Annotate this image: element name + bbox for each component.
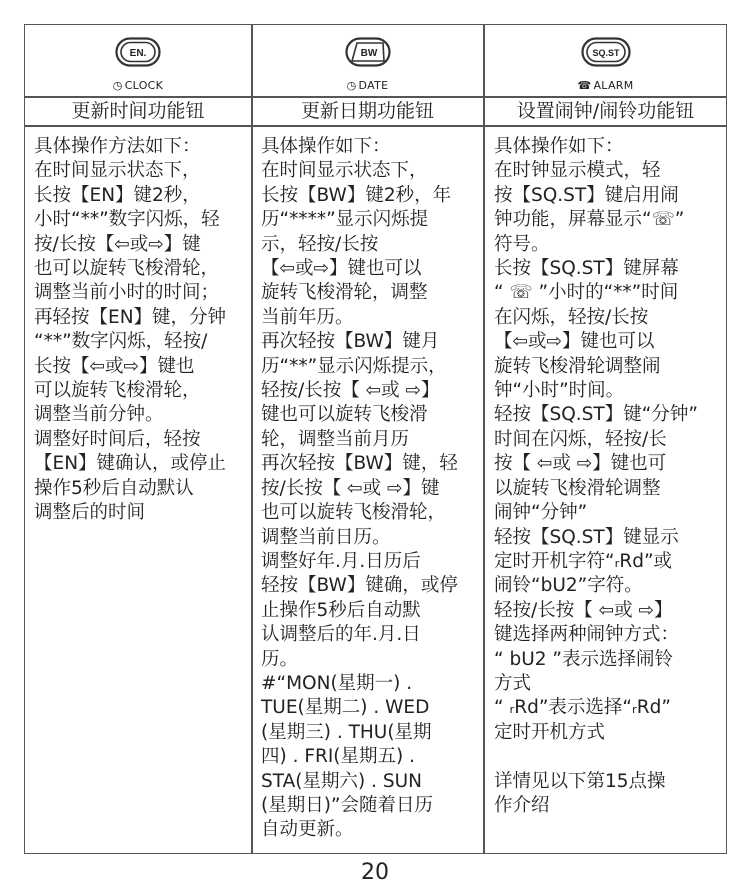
text-line: 调整当前分钟。: [34, 404, 164, 426]
svg-text:BW: BW: [360, 48, 377, 59]
text-line: 旋转飞梭滑轮调整闹: [494, 355, 661, 377]
text-line: (星期三) . THU(星期: [261, 721, 432, 743]
text-line: 四) . FRI(星期五) .: [261, 746, 416, 768]
icon-cell: [485, 25, 726, 95]
text-line: 方式: [494, 672, 532, 694]
instruction-table: [24, 24, 727, 854]
text-line: 示，轻按/长按: [261, 233, 379, 255]
date-caption: ◷ DATE: [346, 79, 389, 92]
text-line: 以旋转飞梭滑轮调整: [494, 477, 661, 499]
text-line: 【EN】键确认，或停止: [34, 453, 227, 475]
text-line: 轻按/长按【 ⇦或 ⇨】: [494, 599, 673, 621]
text-line: 也可以旋转飞梭滑轮，: [261, 502, 447, 524]
text-line: 可以旋转飞梭滑轮，: [34, 380, 201, 402]
text-line: 止操作5秒后自动默: [261, 599, 421, 621]
icon-cell: [25, 25, 251, 95]
text-line: 认调整后的年.月.日: [261, 624, 421, 646]
clock-icon: ◷: [112, 79, 123, 92]
text-line: 轻按【SQ.ST】键显示: [494, 526, 679, 548]
text-line: 【⇦或⇨】键也可以: [494, 331, 655, 353]
text-line: 调整后的时间: [34, 502, 146, 524]
svg-text:EN.: EN.: [129, 48, 147, 59]
sq-st-button-icon: [581, 37, 631, 77]
clock-caption: ◷ CLOCK: [112, 79, 164, 92]
text-line: “ ☏ ”小时的“**”时间: [494, 282, 679, 304]
text-line: 当前年历。: [261, 306, 354, 328]
text-line: 按【SQ.ST】键启用闹: [494, 184, 679, 206]
en-button-icon: [115, 37, 161, 77]
text-line: 时间在闪烁，轻按/长: [494, 428, 667, 450]
icon-cell: [252, 25, 483, 95]
column-body: [494, 135, 722, 818]
text-line: 长按【SQ.ST】键屏幕: [494, 258, 679, 280]
text-line: 在时间显示状态下，: [34, 160, 201, 182]
column-header: 更新日期功能钮: [300, 100, 434, 122]
text-line: 调整当前小时的时间；: [34, 282, 220, 304]
text-line: 历“**”显示闪烁提示，: [261, 355, 447, 377]
text-line: 轻按/长按【 ⇦或 ⇨】: [261, 380, 440, 402]
text-line: “ ᵣRd”表示选择“ᵣRd”: [494, 697, 671, 719]
column-date: [252, 25, 483, 853]
text-line: 再次轻按【BW】键月: [261, 331, 440, 353]
text-line: 自动更新。: [261, 819, 354, 841]
page-number: 20: [361, 860, 389, 885]
text-line: 闹铃“bU2”字符。: [494, 575, 643, 597]
text-line: 调整好年.月.日历后: [261, 550, 421, 572]
column-header: 更新时间功能钮: [71, 100, 205, 122]
text-line: 定时开机方式: [494, 721, 606, 743]
text-line: 调整好时间后，轻按: [34, 428, 201, 450]
column-body: [261, 135, 479, 843]
text-line: 旋转飞梭滑轮，调整: [261, 282, 428, 304]
text-line: #“MON(星期一) .: [261, 672, 413, 694]
text-line: 钟“小时”时间。: [494, 380, 625, 402]
text-line: 也可以旋转飞梭滑轮，: [34, 258, 220, 280]
text-line: 轻按【BW】键确，或停: [261, 575, 458, 597]
text-line: [494, 745, 722, 769]
text-line: STA(星期六) . SUN: [261, 770, 422, 792]
text-line: “**”数字闪烁，轻按/: [34, 331, 208, 353]
text-line: “ bU2 ”表示选择闹铃: [494, 648, 673, 670]
clock-icon: ◷: [346, 79, 357, 92]
text-line: (星期日)”会随着日历: [261, 794, 434, 816]
svg-text:SQ.ST: SQ.ST: [591, 48, 620, 58]
column-header: 设置闹钟/闹铃功能钮: [516, 100, 695, 122]
text-line: 键也可以旋转飞梭滑: [261, 404, 428, 426]
alarm-caption: ☎ ALARM: [577, 79, 634, 92]
text-line: 再轻按【EN】键，分钟: [34, 306, 227, 328]
text-line: 键选择两种闹钟方式：: [494, 624, 680, 646]
text-line: 长按【BW】键2秒，年: [261, 184, 452, 206]
text-line: 历。: [261, 648, 299, 670]
text-line: 具体操作如下：: [261, 136, 391, 157]
text-line: 操作5秒后自动默认: [34, 477, 194, 499]
alarm-phone-icon: ☎: [577, 79, 592, 92]
text-line: 具体操作如下：: [494, 136, 624, 157]
text-line: 闹钟“分钟”: [494, 502, 588, 524]
text-line: 小时“**”数字闪烁，轻: [34, 209, 220, 231]
text-line: TUE(星期二) . WED: [261, 697, 430, 719]
text-line: 调整当前日历。: [261, 526, 391, 548]
column-alarm: [485, 25, 726, 853]
column-clock: [25, 25, 251, 853]
column-body: [34, 135, 247, 526]
text-line: 长按【⇦或⇨】键也: [34, 355, 195, 377]
text-line: 作介绍: [494, 794, 550, 816]
text-line: 在时钟显示模式，轻: [494, 160, 661, 182]
text-line: 按【 ⇦或 ⇨】键也可: [494, 453, 667, 475]
text-line: 钟功能，屏幕显示“☏”: [494, 209, 685, 231]
text-line: 定时开机字符“ᵣRd”或: [494, 550, 673, 572]
text-line: 长按【EN】键2秒，: [34, 184, 201, 206]
bw-button-icon: [345, 37, 391, 77]
text-line: 【⇦或⇨】键也可以: [261, 258, 422, 280]
text-line: 在闪烁，轻按/长按: [494, 306, 649, 328]
text-line: 轻按【SQ.ST】键“分钟”: [494, 404, 698, 426]
text-line: 历“****”显示闪烁提: [261, 209, 429, 231]
text-line: 符号。: [494, 233, 550, 255]
text-line: 具体操作方法如下：: [34, 136, 201, 157]
text-line: 详情见以下第15点操: [494, 770, 666, 792]
text-line: 按/长按【 ⇦或 ⇨】键: [261, 477, 440, 499]
text-line: 再次轻按【BW】键，轻: [261, 453, 458, 475]
text-line: 按/长按【⇦或⇨】键: [34, 233, 201, 255]
text-line: 轮，调整当前月历: [261, 428, 410, 450]
text-line: 在时间显示状态下，: [261, 160, 428, 182]
